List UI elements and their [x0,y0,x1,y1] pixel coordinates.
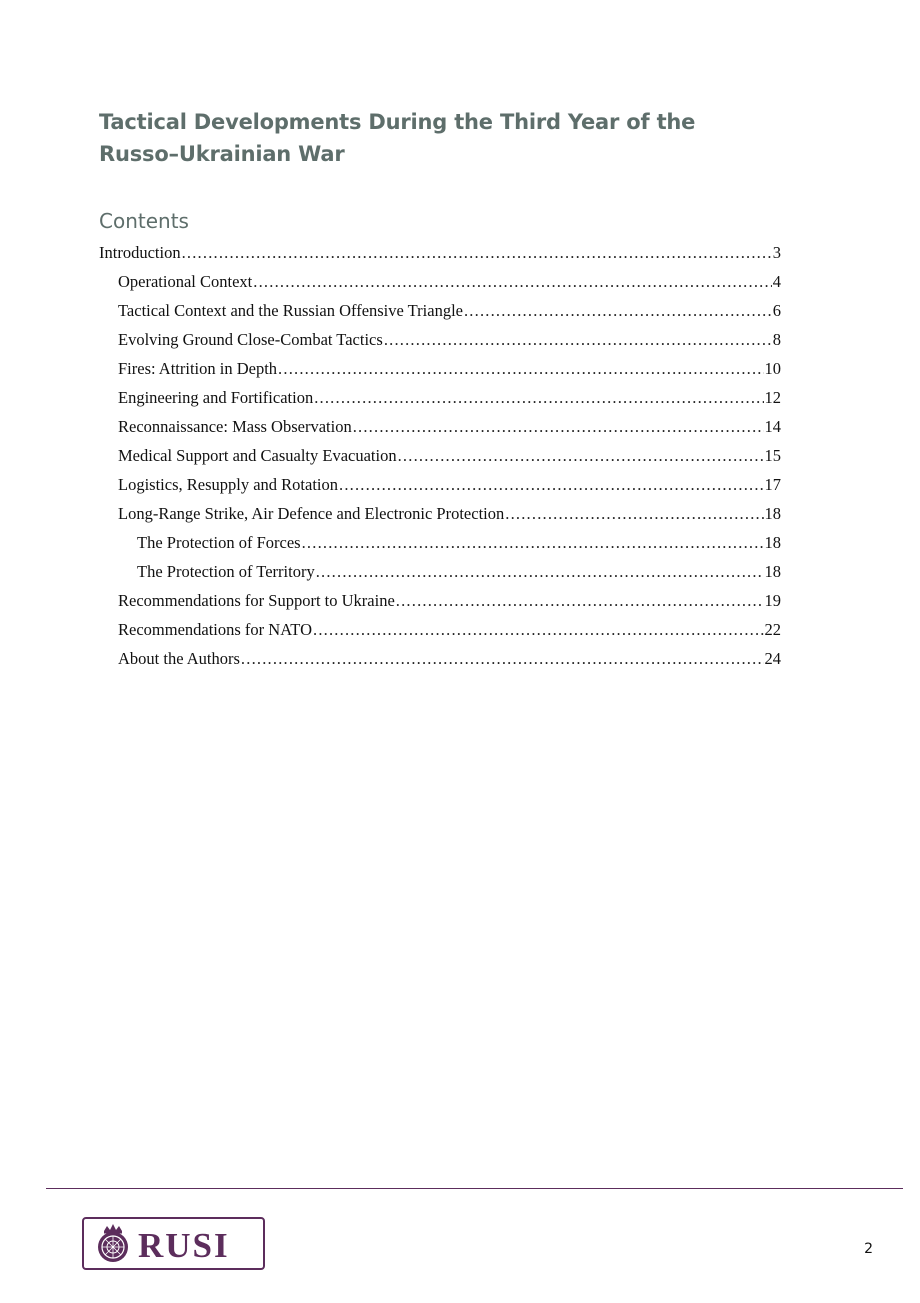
toc-entry-label: About the Authors [118,649,240,668]
toc-entry-page: 8 [772,330,781,349]
toc-entry-medical-support[interactable] [99,441,781,470]
toc-entry-page: 24 [764,649,781,668]
toc-entry-engineering[interactable] [99,383,781,412]
toc-entry-page: 12 [764,388,781,407]
toc-entry-label: Logistics, Resupply and Rotation [118,475,338,494]
toc-entry-label: The Protection of Territory [137,562,315,581]
toc-entry-introduction[interactable] [99,238,781,267]
logo-text: RUSI [138,1226,230,1265]
toc-entry-label: Fires: Attrition in Depth [118,359,278,378]
toc-dot-leader [314,383,763,412]
toc-entry-recommendations-ukraine[interactable] [99,586,781,615]
toc-entry-logistics[interactable] [99,470,781,499]
page-title: Tactical Developments During the Third Year of the Russo–Ukrainian War [99,110,696,166]
toc-entry-page: 6 [772,301,781,320]
toc-dot-leader [384,325,772,354]
toc-dot-leader [396,586,764,615]
toc-entry-label: The Protection of Forces [137,533,301,552]
toc-entry-page: 14 [764,417,781,436]
toc-entry-page: 10 [764,359,781,378]
toc-entry-reconnaissance[interactable] [99,412,781,441]
toc-dot-leader [398,441,764,470]
toc-dot-leader [353,412,764,441]
toc-entry-page: 15 [764,446,781,465]
toc-entry-label: Evolving Ground Close-Combat Tactics [118,330,383,349]
toc-entry-page: 3 [772,243,781,262]
toc-entry-label: Medical Support and Casualty Evacuation [118,446,397,465]
toc-entry-page: 18 [764,533,781,552]
toc-entry-page: 18 [764,504,781,523]
toc-dot-leader [505,499,763,528]
toc-entry-operational-context[interactable] [99,267,781,296]
toc-entry-label: Tactical Context and the Russian Offensive Triangle [118,301,463,320]
toc-entry-page: 22 [764,620,781,639]
table-of-contents [99,238,781,673]
toc-entry-label: Reconnaissance: Mass Observation [118,417,352,436]
toc-entry-label: Engineering and Fortification [118,388,314,407]
toc-entry-fires[interactable] [99,354,781,383]
toc-entry-protection-of-forces[interactable] [99,528,781,557]
toc-entry-ground-close-combat[interactable] [99,325,781,354]
toc-entry-label: Introduction [99,243,181,262]
contents-heading: Contents [99,209,189,233]
toc-dot-leader [253,267,771,296]
toc-dot-leader [302,528,764,557]
toc-entry-label: Operational Context [118,272,253,291]
footer-divider [46,1188,903,1189]
toc-entry-page: 4 [772,272,781,291]
toc-entry-tactical-context[interactable] [99,296,781,325]
rusi-logo [82,1217,265,1270]
toc-dot-leader [241,644,764,673]
toc-entry-label: Recommendations for Support to Ukraine [118,591,395,610]
toc-entry-label: Recommendations for NATO [118,620,312,639]
toc-dot-leader [316,557,764,586]
toc-entry-page: 17 [764,475,781,494]
toc-entry-long-range-strike[interactable] [99,499,781,528]
rusi-crest-icon [93,1222,133,1266]
toc-dot-leader [339,470,764,499]
toc-entry-protection-of-territory[interactable] [99,557,781,586]
toc-dot-leader [313,615,764,644]
page-number: 2 [864,1241,873,1257]
toc-dot-leader [464,296,772,325]
toc-entry-recommendations-nato[interactable] [99,615,781,644]
toc-entry-page: 19 [764,591,781,610]
toc-entry-page: 18 [764,562,781,581]
toc-entry-about-authors[interactable] [99,644,781,673]
toc-dot-leader [182,238,772,267]
toc-dot-leader [278,354,763,383]
toc-entry-label: Long-Range Strike, Air Defence and Electronic Protection [118,504,505,523]
